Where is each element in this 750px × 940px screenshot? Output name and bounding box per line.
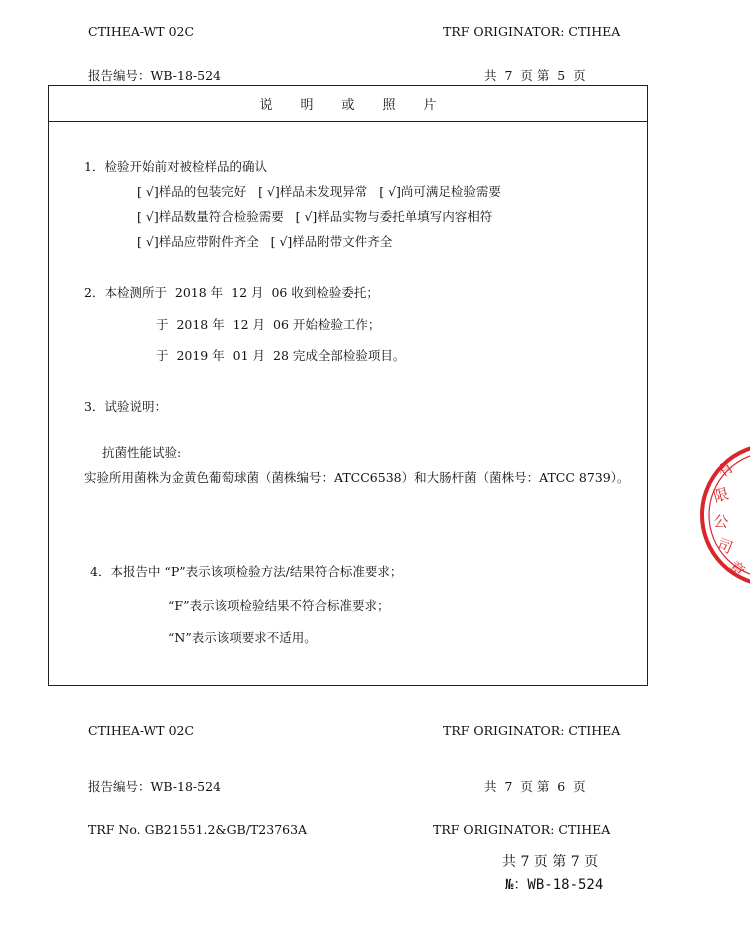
report-number-2: 报告编号：WB-18-524 [88,779,221,794]
item1-line2: [ √]样品数量符合检验需要 [ √]样品实物与委托单填写内容相符 [137,209,493,224]
originator-2: TRF ORIGINATOR: CTIHEA [443,723,621,738]
form-code-1: CTIHEA-WT 02C [88,24,195,39]
item1-line3: [ √]样品应带附件齐全 [ √]样品附带文件齐全 [137,234,393,249]
item2-line2: 于 2018 年 12 月 06 开始检验工作； [156,317,381,332]
originator-3: TRF ORIGINATOR: CTIHEA [433,822,611,837]
section-title: 说明或照片 [259,98,465,113]
report-number-3: №：WB-18-524 [505,877,604,893]
seal-char: 有 [713,457,737,482]
form-code-2: CTIHEA-WT 02C [88,723,195,738]
seal-char: 限 [711,484,731,506]
official-seal-icon [700,440,750,590]
item4-line3: “N”表示该项要求不适用。 [168,630,317,645]
trf-number: TRF No. GB21551.2&GB/T23763A [88,822,308,837]
item3-sub: 抗菌性能试验: [102,445,182,460]
report-number-1: 报告编号：WB-18-524 [88,68,221,83]
seal-char: 司 [714,535,736,558]
page-info-1: 共 7 页 第 5 页 [484,68,586,83]
page-info-3: 共 7 页 第 7 页 [502,854,599,870]
item4-line2: “F”表示该项检验结果不符合标准要求； [168,598,390,613]
originator-1: TRF ORIGINATOR: CTIHEA [443,24,621,39]
item2-line3: 于 2019 年 01 月 28 完成全部检验项目。 [156,348,406,363]
section-title-row [49,86,647,122]
page-info-2: 共 7 页 第 6 页 [484,779,586,794]
item1-line1: [ √]样品的包装完好 [ √]样品未发现异常 [ √]尚可满足检验需要 [137,184,501,199]
seal-char: 章 [725,557,749,581]
seal-char: 公 [712,512,730,532]
item3-detail: 实验所用菌株为金黄色葡萄球菌（菌株编号：ATCC6538）和大肠杆菌（菌株号：ATCC 8739）。 [84,470,630,485]
item4-line1: 4．本报告中 “P”表示该项检验方法/结果符合标准要求； [90,564,403,579]
item3-heading: 3．试验说明： [84,399,167,414]
item1-heading: 1．检验开始前对被检样品的确认 [84,159,267,174]
item2-line1: 2．本检测所于 2018 年 12 月 06 收到检验委托； [84,285,379,300]
